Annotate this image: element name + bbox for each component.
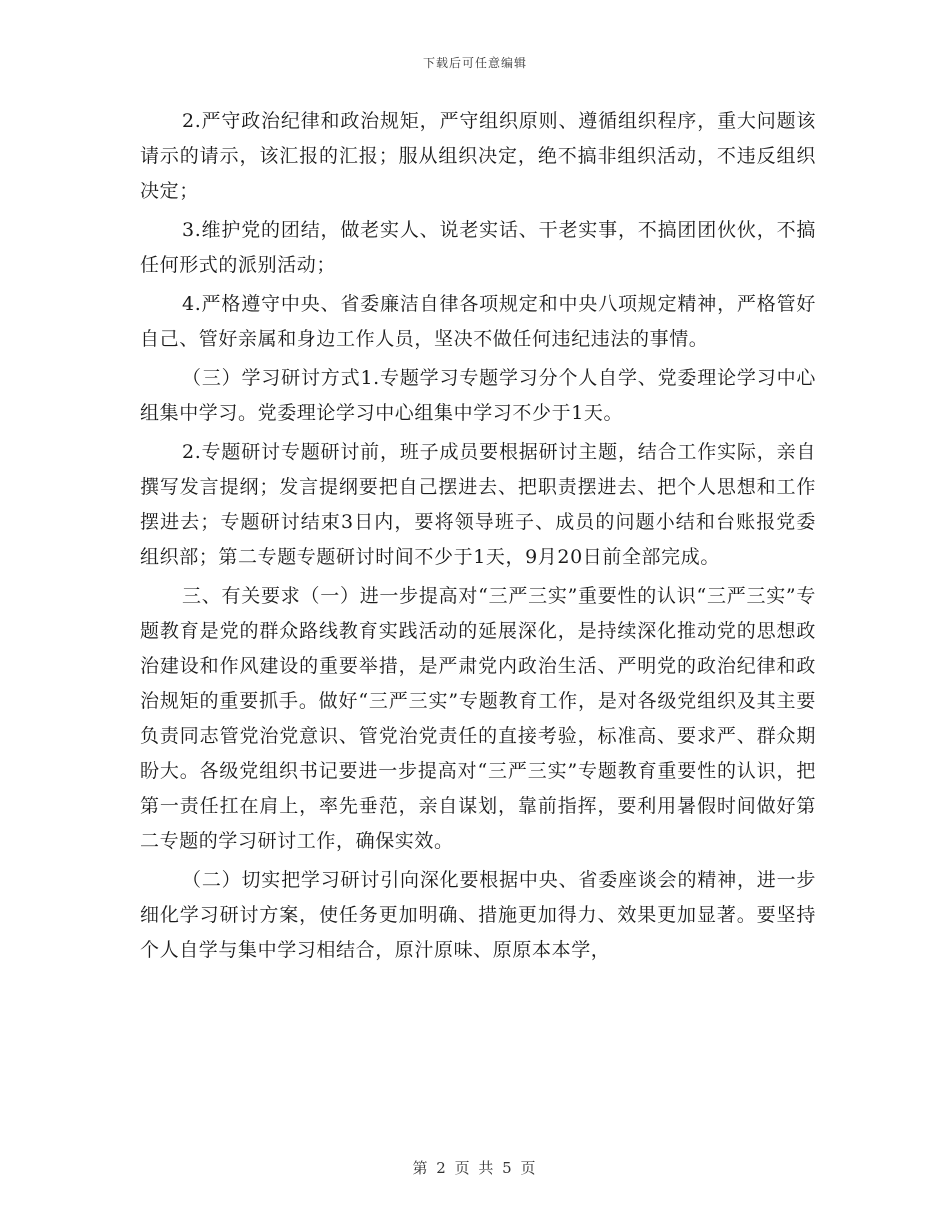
paragraph: 三、有关要求（一）进一步提高对“三严三实”重要性的认识“三严三实”专题教育是党的群众路线教育实践活动的延展深化，是持续深化推动党的思想政治建设和作风建设的重要举措，是严肃党内政治生活、严明党的政治纪律和政治规矩的重要抓手。做好“三严三实”专题教育工作，是对各级党组织及其主要负责同志管党治党意识、管党治党责任的直接考验，标准高、要求严、群众期盼大。各级党组织书记要进一步提高对“三严三实”专题教育重要性的认识，把第一责任扛在肩上，率先垂范，亲自谋划，靠前指挥，要利用暑假时间做好第二专题的学习研讨工作，确保实效。 — [140, 585, 816, 852]
paragraph: （三）学习研讨方式1.专题学习专题学习分个人自学、党委理论学习中心组集中学习。党委理论学习中心组集中学习不少于1天。 — [140, 367, 816, 424]
header-note: 下载后可任意编辑 — [422, 56, 527, 70]
document-body — [140, 104, 816, 972]
paragraph: 4.严格遵守中央、省委廉洁自律各项规定和中央八项规定精神，严格管好自己、管好亲属和身边工作人员，坚决不做任何违纪违法的事情。 — [140, 293, 816, 350]
paragraph: 2.严守政治纪律和政治规矩，严守组织原则、遵循组织程序，重大问题该请示的请示，该汇报的汇报；服从组织决定，绝不搞非组织活动，不违反组织决定； — [140, 110, 816, 202]
paragraph: 3.维护党的团结，做老实人、说老实话、干老实事，不搞团团伙伙，不搞任何形式的派别活动； — [140, 219, 816, 276]
paragraph: （二）切实把学习研讨引向深化要根据中央、省委座谈会的精神，进一步细化学习研讨方案，使任务更加明确、措施更加得力、效果更加显著。要坚持个人自学与集中学习相结合，原汁原味、原原本本学， — [140, 869, 816, 961]
paragraph: 2.专题研讨专题研讨前，班子成员要根据研讨主题，结合工作实际，亲自撰写发言提纲；发言提纲要把自己摆进去、把职责摆进去、把个人思想和工作摆进去；专题研讨结束3日内，要将领导班子、成员的问题小结和台账报党委组织部；第二专题专题研讨时间不少于1天，9月20日前全部完成。 — [140, 441, 816, 568]
page-number: 第 2 页 共 5 页 — [412, 1159, 538, 1177]
